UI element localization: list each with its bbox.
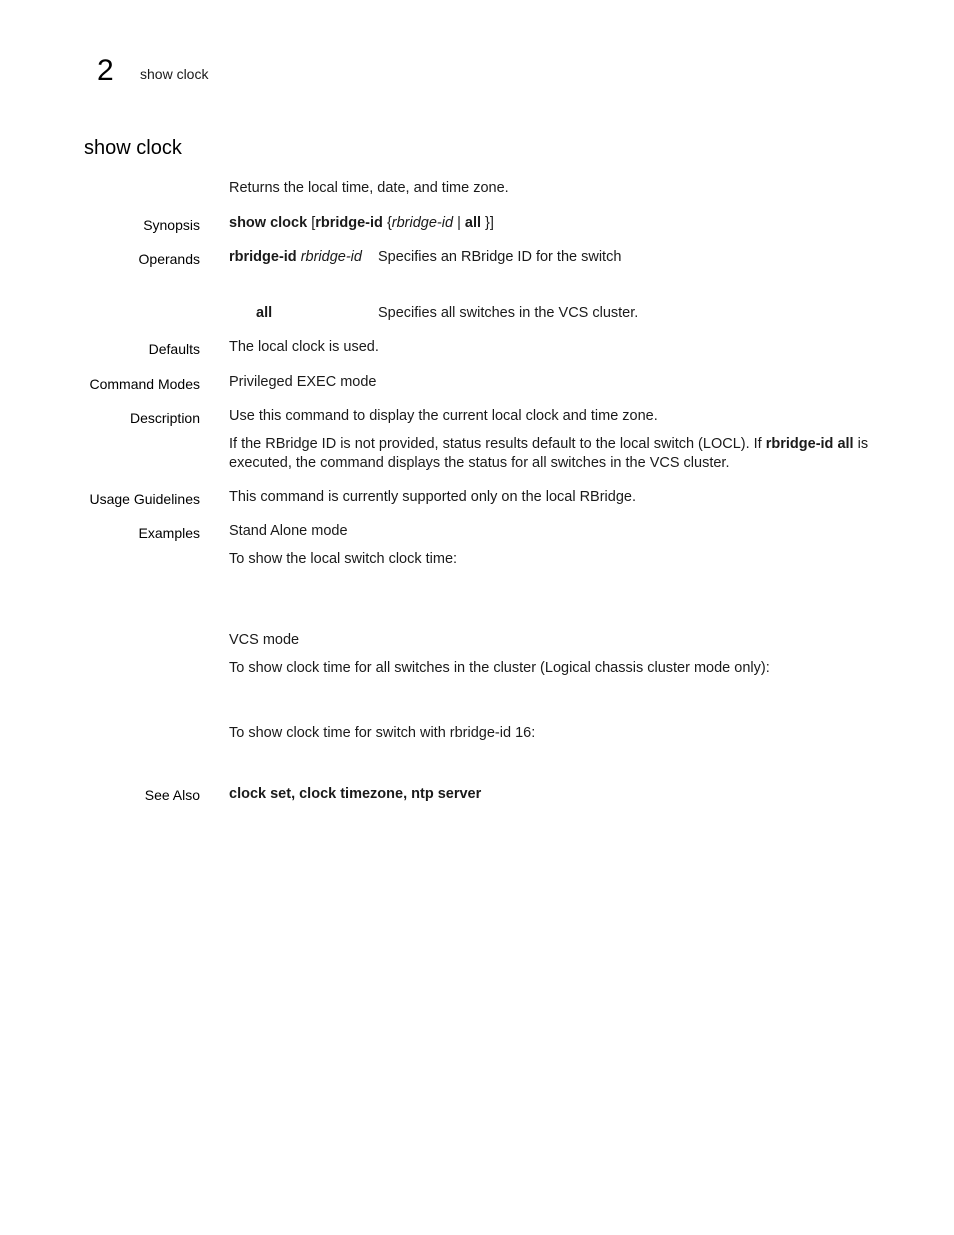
description-p2-a: If the RBridge ID is not provided, status results default to the local switch (LOCL). If xyxy=(229,436,762,452)
synopsis-separator: | xyxy=(457,215,461,231)
usage-guidelines-text: This command is currently supported only on the local RBridge. xyxy=(229,489,636,505)
description-p1: Use this command to display the current local clock and time zone. xyxy=(229,408,658,424)
synopsis-keyword: rbridge-id xyxy=(315,215,383,231)
see-also-links[interactable]: clock set, clock timezone, ntp server xyxy=(229,786,482,802)
description-p2 xyxy=(229,435,879,473)
synopsis-open-bracket: [ xyxy=(311,215,316,231)
page-title: show clock xyxy=(84,137,182,159)
command-modes-label: Command Modes xyxy=(89,376,200,392)
usage-guidelines-label: Usage Guidelines xyxy=(89,491,200,507)
defaults-label: Defaults xyxy=(148,341,200,357)
example-standalone-heading: Stand Alone mode xyxy=(229,523,348,539)
intro-text: Returns the local time, date, and time zone. xyxy=(229,180,509,196)
see-also-label: See Also xyxy=(144,787,200,803)
operand-keyword: rbridge-id xyxy=(229,249,297,265)
example-standalone-text: To show the local switch clock time: xyxy=(229,551,458,567)
example-vcs-heading: VCS mode xyxy=(229,632,300,648)
synopsis-open-brace: { xyxy=(386,215,392,231)
description-p2-keyword: rbridge-id all xyxy=(765,436,854,452)
operands-label: Operands xyxy=(138,251,200,267)
operand-rbridge-term xyxy=(229,248,362,267)
operand-argument: rbridge-id xyxy=(300,249,362,265)
chapter-number: 2 xyxy=(97,54,114,87)
example-vcs-text: To show clock time for all switches in the cluster (Logical chassis cluster mode only): xyxy=(229,660,770,676)
synopsis-all: all xyxy=(464,215,481,231)
synopsis-close: }] xyxy=(485,215,494,231)
synopsis-argument: rbridge-id xyxy=(391,215,454,231)
description-p2-b: is executed, the command displays the status for all switches in the VCS cluster. xyxy=(229,436,869,471)
command-modes-text: Privileged EXEC mode xyxy=(229,374,377,390)
operand-rbridge-desc: Specifies an RBridge ID for the switch xyxy=(378,249,622,265)
description-label: Description xyxy=(129,410,200,426)
synopsis-label: Synopsis xyxy=(143,217,200,233)
operand-all-term: all xyxy=(256,305,273,321)
synopsis-text xyxy=(229,214,494,233)
running-header-title: show clock xyxy=(140,66,209,82)
defaults-text: The local clock is used. xyxy=(229,339,379,355)
example-rbridge-text: To show clock time for switch with rbridge-id 16: xyxy=(229,725,536,741)
operand-all-desc: Specifies all switches in the VCS cluster. xyxy=(378,305,639,321)
synopsis-command: show clock xyxy=(229,215,308,231)
examples-label: Examples xyxy=(138,525,200,541)
